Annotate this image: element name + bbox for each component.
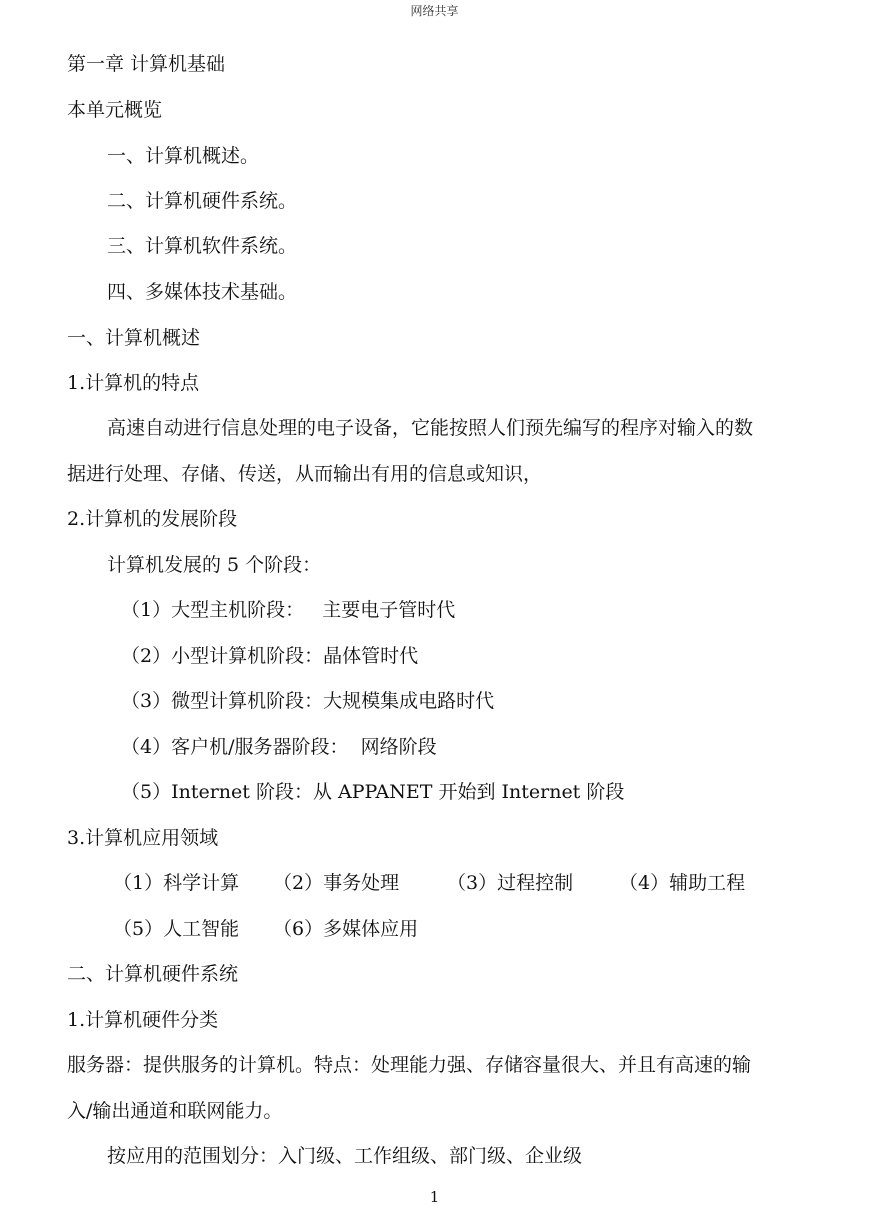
paragraph-line: 按应用的范围划分：入门级、工作组级、部门级、企业级 [107,1145,583,1167]
outline-item: 二、计算机硬件系统。 [107,190,298,212]
subsection-heading: 3.计算机应用领域 [67,827,219,849]
paragraph-line: 服务器：提供服务的计算机。特点：处理能力强、存储容量很大、并且有高速的输 [67,1054,752,1076]
outline-item: 四、多媒体技术基础。 [107,281,298,303]
list-item: （5）Internet 阶段：从 APPANET 开始到 Internet 阶段 [121,781,625,803]
chapter-title: 第一章 计算机基础 [67,53,226,75]
list-item: （2）小型计算机阶段：晶体管时代 [121,645,419,667]
page-number: 1 [429,1188,440,1206]
section-heading: 二、计算机硬件系统 [67,963,239,985]
list-item: （1）大型主机阶段： 主要电子管时代 [121,599,456,621]
paragraph-line: 入/输出通道和联网能力。 [67,1100,283,1122]
list-item: （3）微型计算机阶段：大规模集成电路时代 [121,690,495,712]
paragraph-line: 据进行处理、存储、传送，从而输出有用的信息或知识， [67,463,543,485]
subsection-heading: 1.计算机的特点 [67,372,200,394]
application-item: （1）科学计算 [113,872,240,894]
application-item: （6）多媒体应用 [273,918,419,940]
application-item: （2）事务处理 [273,872,400,894]
application-item: （3）过程控制 [447,872,574,894]
paragraph-line: 高速自动进行信息处理的电子设备，它能按照人们预先编写的程序对输入的数 [107,417,754,439]
subsection-heading: 2.计算机的发展阶段 [67,508,238,530]
page-header: 网络共享 [410,4,459,18]
subsection-heading: 1.计算机硬件分类 [67,1009,219,1031]
paragraph-line: 计算机发展的 5 个阶段： [107,554,322,576]
application-item: （5）人工智能 [113,918,240,940]
list-item: （4）客户机/服务器阶段： 网络阶段 [121,736,437,758]
section-heading: 一、计算机概述 [67,327,201,349]
outline-item: 三、计算机软件系统。 [107,235,298,257]
outline-item: 一、计算机概述。 [107,145,260,167]
application-item: （4）辅助工程 [619,872,746,894]
section-heading: 本单元概览 [67,99,163,121]
